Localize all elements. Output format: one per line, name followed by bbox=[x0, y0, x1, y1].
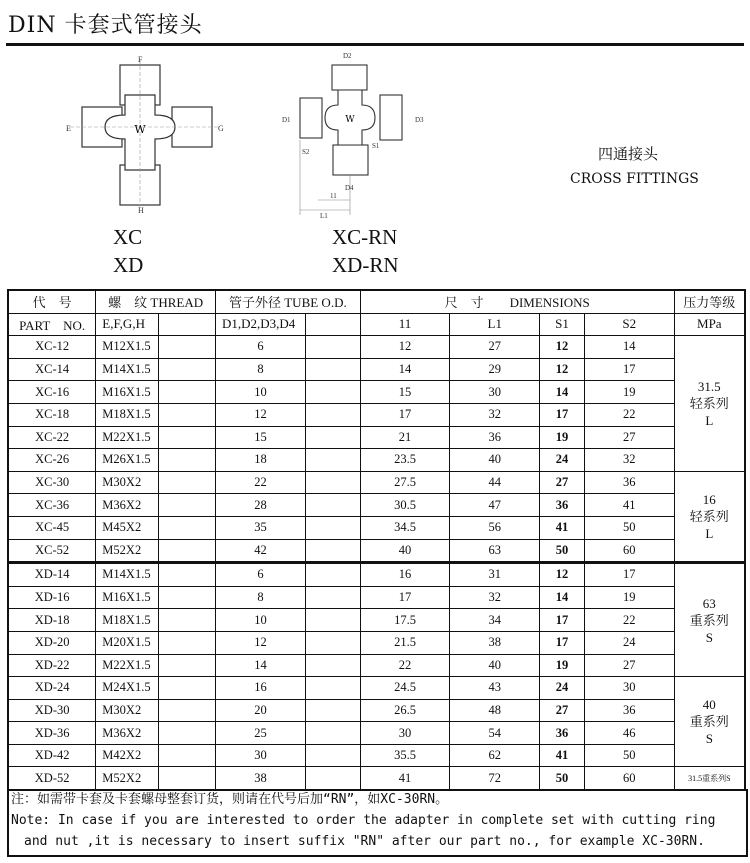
dim-g: G bbox=[218, 124, 224, 133]
cell-tube-od: 16 bbox=[216, 677, 306, 700]
cell-part-no: XC-26 bbox=[8, 449, 96, 472]
cell-dim-l1: 40 bbox=[450, 449, 540, 472]
note-en-2: and nut ,it is necessary to insert suffix "RN" after our part no., for example XC-30RN. bbox=[11, 834, 705, 849]
cell-tube-od: 20 bbox=[216, 699, 306, 722]
dim-d4: D4 bbox=[345, 184, 354, 192]
cell-empty bbox=[305, 403, 360, 426]
cell-thread: M14X1.5 bbox=[96, 563, 159, 587]
cell-dim-s1: 27 bbox=[540, 699, 585, 722]
cell-tube-od: 10 bbox=[216, 381, 306, 404]
cell-dim-s1: 12 bbox=[540, 358, 585, 381]
cell-dim-l1: 30 bbox=[450, 381, 540, 404]
cell-thread: M52X2 bbox=[96, 539, 159, 563]
title-rule bbox=[6, 43, 744, 46]
cell-empty bbox=[305, 609, 360, 632]
cell-dim-s1: 12 bbox=[540, 563, 585, 587]
cell-dim-s2: 36 bbox=[584, 699, 674, 722]
cell-thread: M42X2 bbox=[96, 744, 159, 767]
subheader-thread: E,F,G,H bbox=[96, 313, 159, 336]
cell-dim-s2: 27 bbox=[584, 654, 674, 677]
cell-empty bbox=[159, 563, 216, 587]
cell-tube-od: 18 bbox=[216, 449, 306, 472]
table-row bbox=[8, 539, 745, 563]
cell-thread: M20X1.5 bbox=[96, 631, 159, 654]
pressure-line: 63 bbox=[702, 595, 716, 611]
cell-part-no: XC-52 bbox=[8, 539, 96, 563]
cell-tube-od: 8 bbox=[216, 586, 306, 609]
logo-w: W bbox=[134, 123, 146, 136]
cell-empty bbox=[305, 336, 360, 359]
cell-dim-s1: 36 bbox=[540, 494, 585, 517]
cell-thread: M16X1.5 bbox=[96, 586, 159, 609]
subheader-s2: S2 bbox=[584, 313, 674, 336]
note-cn: 注：如需带卡套及卡套螺母整套订货，则请在代号后加“RN”，如XC-30RN。 bbox=[11, 792, 449, 807]
cell-thread: M14X1.5 bbox=[96, 358, 159, 381]
cell-dim-s2: 24 bbox=[584, 631, 674, 654]
table-row bbox=[8, 699, 745, 722]
cell-empty bbox=[305, 381, 360, 404]
cell-dim-11: 35.5 bbox=[360, 744, 450, 767]
cell-thread: M26X1.5 bbox=[96, 449, 159, 472]
cell-thread: M22X1.5 bbox=[96, 426, 159, 449]
cell-dim-s2: 41 bbox=[584, 494, 674, 517]
cell-dim-s2: 50 bbox=[584, 744, 674, 767]
table-row bbox=[8, 609, 745, 632]
cell-part-no: XD-18 bbox=[8, 609, 96, 632]
cell-dim-l1: 54 bbox=[450, 722, 540, 745]
cell-dim-s2: 19 bbox=[584, 586, 674, 609]
cell-dim-s2: 14 bbox=[584, 336, 674, 359]
cell-dim-11: 17.5 bbox=[360, 609, 450, 632]
product-name-en: CROSS FITTINGS bbox=[570, 171, 699, 187]
table-row bbox=[8, 494, 745, 517]
cell-thread: M30X2 bbox=[96, 699, 159, 722]
cell-empty bbox=[159, 449, 216, 472]
label-xd-rn: XD-RN bbox=[332, 253, 399, 277]
table-row bbox=[8, 358, 745, 381]
cell-empty bbox=[305, 494, 360, 517]
note-en-1: Note: In case if you are interested to order the adapter in complete set with cutting ring bbox=[11, 813, 716, 828]
dim-s2: S2 bbox=[302, 148, 310, 156]
cell-part-no: XD-16 bbox=[8, 586, 96, 609]
cell-dim-11: 22 bbox=[360, 654, 450, 677]
pressure-line: 31.5 bbox=[697, 378, 721, 394]
table-row bbox=[8, 744, 745, 767]
cell-thread: M45X2 bbox=[96, 516, 159, 539]
cell-part-no: XC-30 bbox=[8, 471, 96, 494]
cell-dim-s2: 27 bbox=[584, 426, 674, 449]
subheader-tube: D1,D2,D3,D4 bbox=[216, 313, 306, 336]
cell-dim-11: 21 bbox=[360, 426, 450, 449]
table-row bbox=[8, 403, 745, 426]
cell-part-no: XD-24 bbox=[8, 677, 96, 700]
cell-part-no: XC-12 bbox=[8, 336, 96, 359]
cell-dim-s2: 36 bbox=[584, 471, 674, 494]
dim-e: E bbox=[66, 124, 71, 133]
cell-empty bbox=[159, 516, 216, 539]
cell-dim-s1: 17 bbox=[540, 631, 585, 654]
cell-dim-11: 23.5 bbox=[360, 449, 450, 472]
cell-tube-od: 10 bbox=[216, 609, 306, 632]
cell-empty bbox=[159, 471, 216, 494]
subheader-mpa: MPa bbox=[674, 313, 745, 336]
cell-part-no: XD-36 bbox=[8, 722, 96, 745]
cell-dim-l1: 29 bbox=[450, 358, 540, 381]
cell-thread: M30X2 bbox=[96, 471, 159, 494]
dim-d2: D2 bbox=[343, 52, 352, 60]
pressure-line: 重系列 bbox=[689, 612, 729, 628]
cell-empty bbox=[159, 677, 216, 700]
pressure-line: 16 bbox=[702, 491, 716, 507]
cell-tube-od: 42 bbox=[216, 539, 306, 563]
cell-dim-s1: 19 bbox=[540, 654, 585, 677]
pressure-line: 重系列 bbox=[689, 714, 729, 730]
product-name-cn: 四通接头 bbox=[598, 145, 659, 163]
cell-part-no: XC-16 bbox=[8, 381, 96, 404]
cell-thread: M24X1.5 bbox=[96, 677, 159, 700]
cell-dim-s2: 22 bbox=[584, 609, 674, 632]
cell-empty bbox=[159, 426, 216, 449]
cell-empty bbox=[159, 336, 216, 359]
cell-empty bbox=[159, 381, 216, 404]
cell-dim-s1: 27 bbox=[540, 471, 585, 494]
cell-dim-11: 30 bbox=[360, 722, 450, 745]
cell-dim-l1: 43 bbox=[450, 677, 540, 700]
cell-dim-l1: 36 bbox=[450, 426, 540, 449]
cell-dim-11: 27.5 bbox=[360, 471, 450, 494]
cell-dim-s1: 14 bbox=[540, 381, 585, 404]
cell-dim-11: 24.5 bbox=[360, 677, 450, 700]
dim-l1: L1 bbox=[320, 212, 328, 220]
cell-dim-s1: 50 bbox=[540, 539, 585, 563]
page-title: DIN 卡套式管接头 bbox=[8, 13, 203, 38]
header-thread: 螺 纹 THREAD bbox=[96, 290, 216, 313]
pressure-line: 轻系列 bbox=[689, 508, 729, 524]
cell-dim-11: 17 bbox=[360, 586, 450, 609]
table-row bbox=[8, 677, 745, 700]
cell-dim-l1: 48 bbox=[450, 699, 540, 722]
header-pressure: 压力等级 bbox=[674, 290, 745, 313]
cell-part-no: XD-20 bbox=[8, 631, 96, 654]
header-tube-od: 管子外径 TUBE O.D. bbox=[216, 290, 361, 313]
cell-dim-s2: 46 bbox=[584, 722, 674, 745]
cell-dim-s2: 32 bbox=[584, 449, 674, 472]
cell-dim-l1: 56 bbox=[450, 516, 540, 539]
cell-empty bbox=[159, 609, 216, 632]
cell-dim-l1: 62 bbox=[450, 744, 540, 767]
cell-empty bbox=[305, 767, 360, 790]
cell-tube-od: 22 bbox=[216, 471, 306, 494]
cell-pressure bbox=[674, 767, 745, 790]
cell-part-no: XC-36 bbox=[8, 494, 96, 517]
cell-dim-l1: 40 bbox=[450, 654, 540, 677]
cell-pressure bbox=[674, 677, 745, 767]
cell-dim-l1: 47 bbox=[450, 494, 540, 517]
dim-s1: S1 bbox=[372, 142, 380, 150]
cell-thread: M18X1.5 bbox=[96, 403, 159, 426]
cell-thread: M36X2 bbox=[96, 722, 159, 745]
cell-empty bbox=[305, 677, 360, 700]
cell-empty bbox=[305, 699, 360, 722]
cell-thread: M16X1.5 bbox=[96, 381, 159, 404]
cell-empty bbox=[159, 494, 216, 517]
cell-tube-od: 28 bbox=[216, 494, 306, 517]
cell-thread: M36X2 bbox=[96, 494, 159, 517]
header-dimensions: 尺 寸 DIMENSIONS bbox=[360, 290, 674, 313]
cell-empty bbox=[159, 654, 216, 677]
notes bbox=[7, 789, 748, 857]
table-row bbox=[8, 381, 745, 404]
cell-part-no: XD-22 bbox=[8, 654, 96, 677]
cell-part-no: XD-52 bbox=[8, 767, 96, 790]
cell-dim-l1: 72 bbox=[450, 767, 540, 790]
cell-dim-l1: 32 bbox=[450, 403, 540, 426]
table-row bbox=[8, 767, 745, 790]
cell-empty bbox=[305, 471, 360, 494]
cell-empty bbox=[159, 744, 216, 767]
cell-part-no: XD-30 bbox=[8, 699, 96, 722]
cell-empty bbox=[305, 631, 360, 654]
cell-dim-s2: 30 bbox=[584, 677, 674, 700]
cell-dim-s1: 24 bbox=[540, 449, 585, 472]
cell-thread: M22X1.5 bbox=[96, 654, 159, 677]
cell-tube-od: 8 bbox=[216, 358, 306, 381]
cell-dim-s1: 19 bbox=[540, 426, 585, 449]
pressure-line: 轻系列 bbox=[689, 395, 729, 411]
pressure-line: S bbox=[705, 629, 713, 645]
header-row-1 bbox=[8, 290, 745, 313]
cell-empty bbox=[159, 403, 216, 426]
cell-dim-11: 26.5 bbox=[360, 699, 450, 722]
cell-dim-s1: 36 bbox=[540, 722, 585, 745]
cell-dim-s2: 17 bbox=[584, 358, 674, 381]
cell-dim-s1: 41 bbox=[540, 744, 585, 767]
cell-dim-s2: 50 bbox=[584, 516, 674, 539]
dim-h: H bbox=[138, 206, 144, 215]
cell-empty bbox=[305, 539, 360, 563]
cell-dim-s1: 14 bbox=[540, 586, 585, 609]
cell-pressure bbox=[674, 563, 745, 677]
cell-dim-11: 30.5 bbox=[360, 494, 450, 517]
cell-tube-od: 38 bbox=[216, 767, 306, 790]
cell-dim-11: 17 bbox=[360, 403, 450, 426]
cell-dim-l1: 27 bbox=[450, 336, 540, 359]
cell-dim-s2: 17 bbox=[584, 563, 674, 587]
cell-thread: M52X2 bbox=[96, 767, 159, 790]
table-row bbox=[8, 586, 745, 609]
cell-thread: M12X1.5 bbox=[96, 336, 159, 359]
subheader-s1: S1 bbox=[540, 313, 585, 336]
pressure-line: 40 bbox=[702, 697, 716, 713]
header-row-2 bbox=[8, 313, 745, 336]
cell-empty bbox=[305, 654, 360, 677]
cell-empty bbox=[159, 586, 216, 609]
cell-part-no: XC-14 bbox=[8, 358, 96, 381]
subheader-l1: L1 bbox=[450, 313, 540, 336]
cell-dim-l1: 63 bbox=[450, 539, 540, 563]
cell-dim-s2: 22 bbox=[584, 403, 674, 426]
cell-part-no: XC-45 bbox=[8, 516, 96, 539]
cell-dim-11: 21.5 bbox=[360, 631, 450, 654]
table-row bbox=[8, 449, 745, 472]
cell-empty bbox=[159, 767, 216, 790]
xc-drawing bbox=[60, 55, 230, 215]
cell-dim-s2: 19 bbox=[584, 381, 674, 404]
table-row bbox=[8, 471, 745, 494]
header-part-no: 代 号 bbox=[8, 290, 96, 313]
cell-dim-s1: 17 bbox=[540, 403, 585, 426]
cell-empty bbox=[159, 699, 216, 722]
cell-tube-od: 6 bbox=[216, 563, 306, 587]
cell-dim-s1: 17 bbox=[540, 609, 585, 632]
cell-empty bbox=[305, 426, 360, 449]
cell-empty bbox=[305, 563, 360, 587]
cell-part-no: XD-14 bbox=[8, 563, 96, 587]
dim-f: F bbox=[138, 55, 143, 64]
cell-part-no: XC-22 bbox=[8, 426, 96, 449]
cell-empty bbox=[305, 449, 360, 472]
dimensions-table bbox=[7, 289, 746, 791]
cell-dim-s2: 60 bbox=[584, 767, 674, 790]
cell-empty bbox=[305, 722, 360, 745]
cell-thread: M18X1.5 bbox=[96, 609, 159, 632]
xc-rn-drawing bbox=[280, 50, 430, 220]
cell-tube-od: 6 bbox=[216, 336, 306, 359]
table-row bbox=[8, 631, 745, 654]
cell-empty bbox=[305, 744, 360, 767]
cell-empty bbox=[159, 539, 216, 563]
cell-tube-od: 12 bbox=[216, 631, 306, 654]
cell-part-no: XD-42 bbox=[8, 744, 96, 767]
label-xc: XC bbox=[113, 225, 143, 249]
cell-tube-od: 14 bbox=[216, 654, 306, 677]
cell-dim-l1: 34 bbox=[450, 609, 540, 632]
cell-dim-l1: 38 bbox=[450, 631, 540, 654]
cell-dim-11: 34.5 bbox=[360, 516, 450, 539]
cell-empty bbox=[159, 358, 216, 381]
cell-empty bbox=[159, 722, 216, 745]
cell-dim-11: 15 bbox=[360, 381, 450, 404]
dim-d1: D1 bbox=[282, 116, 291, 124]
cell-dim-s1: 12 bbox=[540, 336, 585, 359]
subheader-11: 11 bbox=[360, 313, 450, 336]
pressure-line: S bbox=[705, 731, 713, 747]
cell-dim-s1: 50 bbox=[540, 767, 585, 790]
cell-empty bbox=[305, 358, 360, 381]
cell-empty bbox=[305, 516, 360, 539]
cell-tube-od: 15 bbox=[216, 426, 306, 449]
cell-dim-11: 16 bbox=[360, 563, 450, 587]
table-row bbox=[8, 654, 745, 677]
cell-tube-od: 25 bbox=[216, 722, 306, 745]
cell-dim-l1: 44 bbox=[450, 471, 540, 494]
cell-dim-11: 14 bbox=[360, 358, 450, 381]
cell-dim-s2: 60 bbox=[584, 539, 674, 563]
cell-dim-l1: 31 bbox=[450, 563, 540, 587]
pressure-line: L bbox=[705, 525, 714, 541]
cell-tube-od: 35 bbox=[216, 516, 306, 539]
subheader-part-no: PART NO. bbox=[8, 313, 96, 336]
cell-dim-s1: 41 bbox=[540, 516, 585, 539]
table-row bbox=[8, 722, 745, 745]
cell-dim-11: 41 bbox=[360, 767, 450, 790]
cell-dim-l1: 32 bbox=[450, 586, 540, 609]
pressure-line: L bbox=[705, 412, 714, 428]
table-row bbox=[8, 516, 745, 539]
cell-tube-od: 30 bbox=[216, 744, 306, 767]
table-row bbox=[8, 426, 745, 449]
table-row bbox=[8, 336, 745, 359]
cell-empty bbox=[305, 586, 360, 609]
svg-text:W: W bbox=[345, 115, 355, 125]
label-xc-rn: XC-RN bbox=[332, 225, 398, 249]
table-row bbox=[8, 563, 745, 587]
pressure-line: 31.5重系列S bbox=[688, 773, 731, 783]
cell-dim-11: 40 bbox=[360, 539, 450, 563]
label-xd: XD bbox=[113, 253, 144, 277]
dim-11: 11 bbox=[330, 192, 337, 200]
cell-pressure bbox=[674, 471, 745, 562]
cell-empty bbox=[159, 631, 216, 654]
dim-d3: D3 bbox=[415, 116, 424, 124]
cell-dim-s1: 24 bbox=[540, 677, 585, 700]
cell-dim-11: 12 bbox=[360, 336, 450, 359]
cell-tube-od: 12 bbox=[216, 403, 306, 426]
cell-pressure bbox=[674, 336, 745, 472]
cell-part-no: XC-18 bbox=[8, 403, 96, 426]
